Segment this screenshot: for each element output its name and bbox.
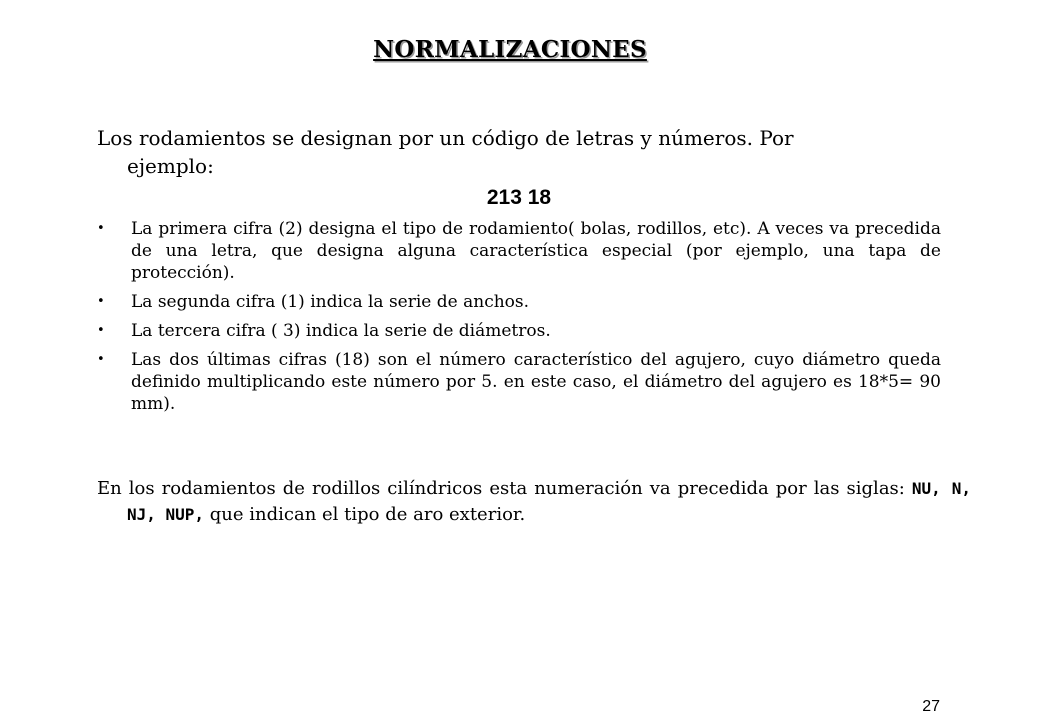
bullet-item-type [97,218,941,284]
bullet-text: Las dos últimas cifras (18) son el número característico del agujero, cuyo diámetro queda definido multiplicando este número por 5. en este caso, el diámetro del agujero es 18*5= 90 mm). [131,350,941,414]
note-text-after: que indican el tipo de aro exterior. [204,504,526,525]
bullet-item-width-series [97,291,941,313]
page-number: 27 [922,698,940,715]
bullet-text: La primera cifra (2) designa el tipo de rodamiento( bolas, rodillos, etc). A veces va precedida de una letra, que designa alguna característica especial (por ejemplo, una tapa de protección). [131,219,941,283]
intro-paragraph: Los rodamientos se designan por un código de letras y números. Por ejemplo: [97,126,794,178]
cylindrical-rollers-note [97,476,971,528]
bullet-icon: • [97,294,105,309]
bullet-icon: • [97,221,105,236]
bullet-item-diameter-series [97,320,941,342]
slide-title: NORMALIZACIONES [373,36,647,63]
bullet-text: La segunda cifra (1) indica la serie de anchos. [131,292,530,312]
note-text-before: En los rodamientos de rodillos cilíndricos esta numeración va precedida por las siglas: [97,478,912,499]
bullet-icon: • [97,352,105,367]
bullet-list [97,218,941,422]
code-example: 213 18 [486,186,552,209]
bullet-icon: • [97,323,105,338]
bullet-item-bore-number [97,349,941,415]
bullet-text: La tercera cifra ( 3) indica la serie de diámetros. [131,321,551,341]
note-codes: NU, N, NJ, NUP, [127,479,972,524]
